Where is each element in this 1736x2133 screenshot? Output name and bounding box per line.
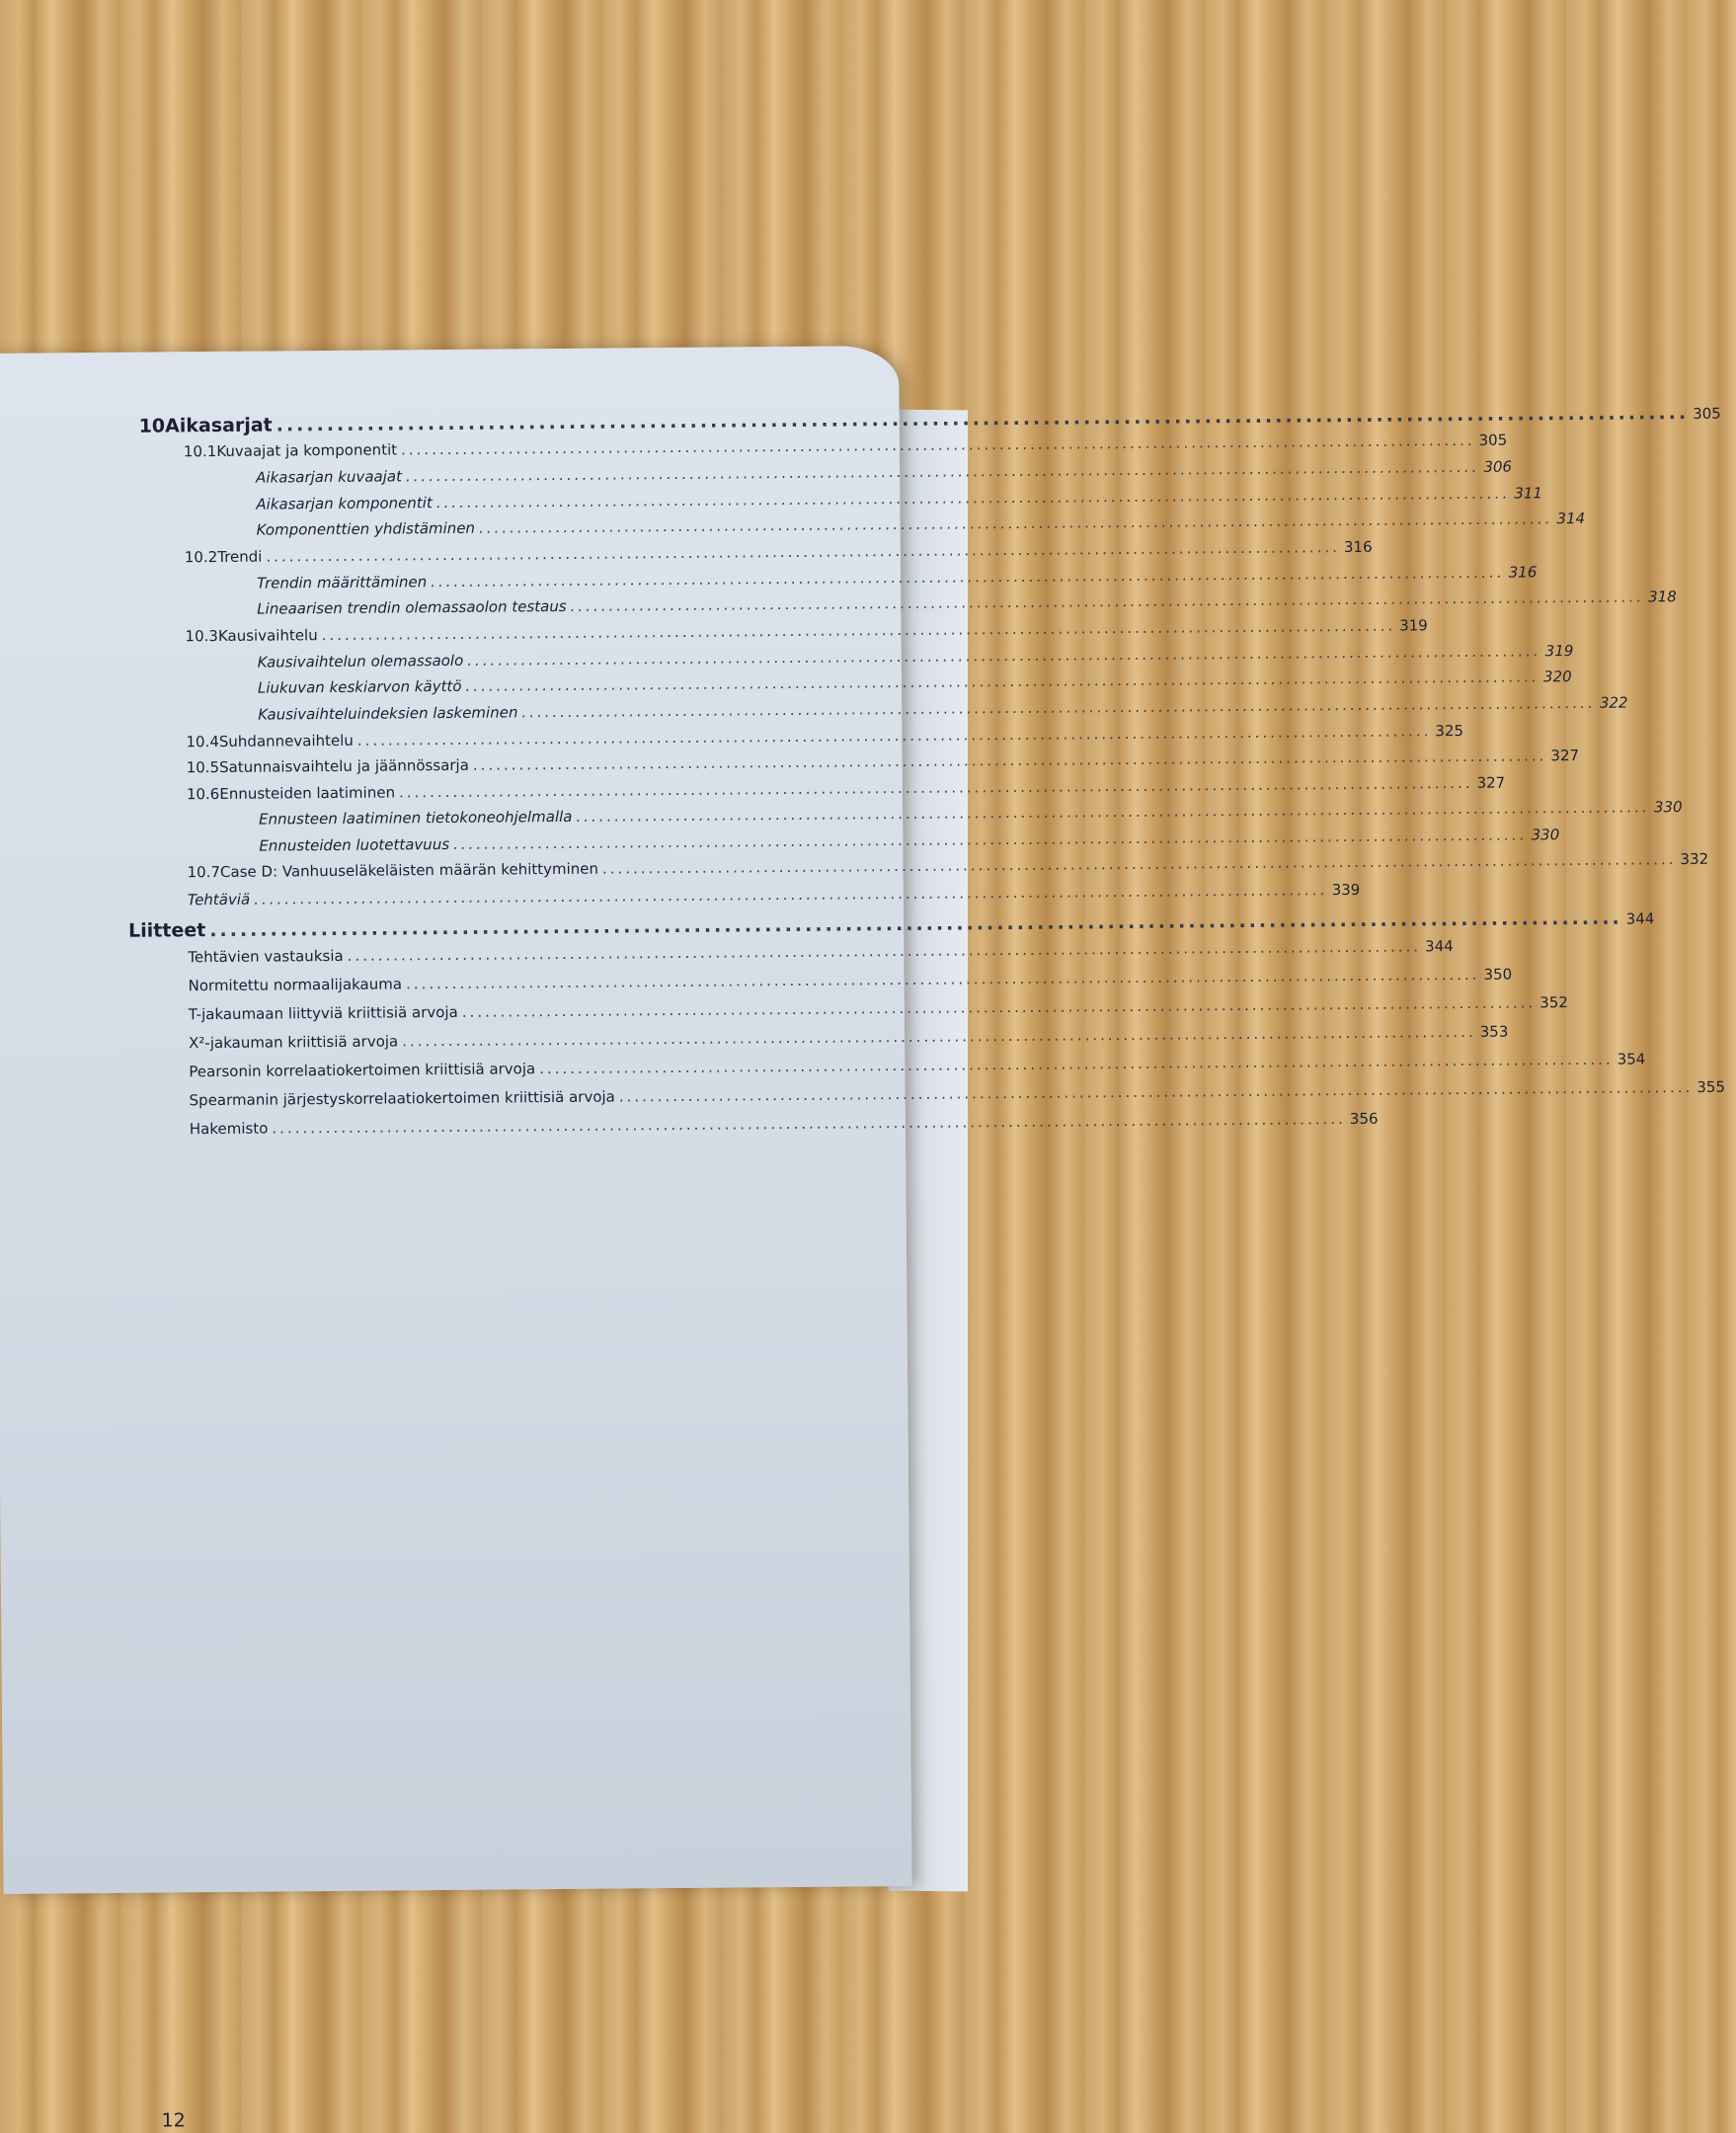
toc-entry-page: 322: [1599, 693, 1628, 712]
toc-entry-title: Liitteet: [128, 919, 206, 942]
toc-entry-page: 325: [1435, 721, 1464, 741]
toc-entry: [184, 537, 1373, 567]
toc-entry-title: Kausivaihtelu: [217, 626, 318, 645]
toc-entry-page: 344: [1425, 937, 1454, 956]
toc-entry-number: 10.2: [184, 547, 218, 567]
toc-entry: [257, 588, 1677, 618]
dot-leader: ............................................................................................................................................: [405, 965, 1480, 993]
toc-entry-title: Komponenttien yhdistäminen: [256, 518, 476, 539]
toc-entry-page: 305: [1693, 404, 1721, 423]
toc-entry-title: Normitettu normaalijakauma: [188, 975, 403, 995]
dot-leader: ............................................................................................................................................: [472, 747, 1547, 774]
toc-entry-title: T-jakaumaan liittyviä kriittisiä arvoja: [188, 1002, 458, 1024]
dot-leader: ............................................................................................................................................: [461, 993, 1537, 1021]
toc-entry: [186, 721, 1464, 751]
toc-entry-number: 10: [138, 415, 166, 437]
toc-entry-page: 314: [1556, 509, 1586, 528]
dot-leader: ............................................................................................................................................: [254, 881, 1328, 908]
toc-entry-page: 330: [1531, 826, 1560, 844]
toc-entry-title: Aikasarjan komponentit: [256, 494, 433, 514]
toc-entry: [188, 937, 1454, 967]
toc-entry-title: X²-jakauman kriittisiä arvoja: [189, 1032, 399, 1053]
toc-entry-title: Tehtävien vastauksia: [188, 946, 344, 967]
toc-entry-page: 339: [1331, 880, 1361, 900]
toc-entry: [256, 563, 1538, 592]
dot-leader: ............................................................................................................................................: [539, 1050, 1614, 1078]
toc-entry-page: 356: [1349, 1109, 1379, 1129]
toc-entry-page: 320: [1542, 668, 1572, 686]
toc-entry-page: 354: [1617, 1050, 1646, 1068]
toc-entry-title: Aikasarjat: [165, 414, 273, 437]
toc-entry: [256, 484, 1543, 514]
toc-entry-page: 319: [1399, 616, 1428, 635]
dot-leader: ............................................................................................................................................: [401, 431, 1475, 459]
toc-entry-title: Kausivaihtelun olemassaolo: [257, 651, 464, 672]
toc-entry: [187, 849, 1709, 882]
toc-entry-page: 353: [1479, 1022, 1509, 1041]
toc-entry: [258, 693, 1628, 724]
toc-entry-title: Kausivaihteluindeksien laskeminen: [258, 703, 518, 724]
toc-entry: [188, 993, 1568, 1024]
dot-leader: ............................................................................................................................................: [266, 538, 1341, 566]
toc-entry-title: Suhdannevaihtelu: [218, 731, 354, 750]
toc-entry-title: Case D: Vanhuuseläkeläisten määrän kehittyminen: [219, 859, 599, 881]
dot-leader: ............................................................................................................................................: [209, 907, 1622, 942]
dot-leader: ............................................................................................................................................: [435, 484, 1511, 513]
toc-entry: [259, 826, 1560, 855]
toc-entry: [183, 431, 1508, 461]
toc-entry-page: 318: [1648, 588, 1677, 606]
toc-entry-title: Tehtäviä: [187, 890, 251, 909]
toc-entry-title: Ennusteen laatiminen tietokoneohjelmalla: [259, 807, 573, 829]
toc-entry-number: 10.5: [186, 757, 220, 777]
toc-entry-number: 10.3: [185, 626, 218, 646]
toc-entry-number: 10.7: [187, 862, 221, 882]
toc-entry: [128, 907, 1655, 942]
toc-entry-title: Hakemisto: [189, 1119, 269, 1139]
toc-entry-page: 355: [1697, 1077, 1726, 1096]
toc-entry-page: 327: [1550, 746, 1580, 765]
toc-entry-number: 10.4: [186, 732, 219, 751]
toc-entry-page: 316: [1343, 537, 1373, 557]
toc-entry: [185, 616, 1428, 646]
toc-entry: [187, 880, 1361, 909]
table-of-contents: [0, 346, 1726, 1139]
toc-entry-title: Lineaarisen trendin olemassaolon testaus: [257, 596, 567, 618]
toc-entry: [186, 746, 1580, 777]
toc-entry-page: 330: [1653, 798, 1683, 817]
toc-entry-title: Aikasarjan kuvaajat: [256, 467, 402, 487]
dot-leader: ............................................................................................................................................: [402, 1022, 1476, 1051]
toc-entry-page: 344: [1625, 909, 1655, 928]
toc-entry-page: 352: [1539, 993, 1568, 1012]
toc-entry-title: Satunnaisvaihtelu ja jäännössarja: [218, 755, 469, 776]
toc-entry: [189, 1077, 1726, 1110]
page-number: 12: [161, 2109, 186, 2132]
dot-leader: ............................................................................................................................................: [576, 798, 1651, 826]
toc-entry-page: 350: [1483, 965, 1513, 984]
dot-leader: ............................................................................................................................................: [467, 642, 1541, 670]
toc-entry: [189, 1022, 1509, 1053]
toc-entry: [189, 1109, 1379, 1139]
toc-entry-number: 10.1: [183, 442, 217, 461]
dot-leader: ............................................................................................................................................: [405, 457, 1480, 486]
dot-leader: ............................................................................................................................................: [431, 563, 1505, 592]
toc-entry: [186, 773, 1506, 804]
toc-entry: [257, 668, 1572, 697]
toc-entry-title: Trendin määrittäminen: [256, 573, 428, 592]
toc-entry-title: Ennusteiden luotettavuus: [259, 834, 450, 855]
toc-entry-title: Ennusteiden laatiminen: [219, 783, 396, 803]
dot-leader: ............................................................................................................................................: [618, 1077, 1694, 1106]
dot-leader: ............................................................................................................................................: [478, 510, 1553, 537]
toc-entry: [189, 1050, 1646, 1081]
toc-entry-page: 311: [1514, 484, 1543, 503]
toc-entry-title: Kuvaajat ja komponentit: [216, 440, 398, 461]
toc-entry: [138, 401, 1721, 437]
toc-entry-page: 306: [1483, 457, 1513, 476]
dot-leader: ............................................................................................................................................: [276, 401, 1690, 436]
dot-leader: ............................................................................................................................................: [347, 937, 1422, 965]
dot-leader: ............................................................................................................................................: [570, 588, 1645, 615]
toc-entry-page: 305: [1478, 431, 1508, 449]
toc-entry: [188, 965, 1513, 995]
toc-entry-page: 319: [1544, 642, 1574, 661]
toc-entry: [259, 798, 1683, 829]
toc-entry-title: Liukuvan keskiarvon käyttö: [257, 676, 462, 697]
toc-entry: [256, 509, 1586, 539]
dot-leader: ............................................................................................................................................: [453, 826, 1528, 853]
book-page: [0, 346, 1726, 2132]
toc-entry-title: Pearsonin korrelaatiokertoimen kriittisiä arvoja: [189, 1060, 536, 1081]
dot-leader: ............................................................................................................................................: [272, 1110, 1346, 1138]
dot-leader: ............................................................................................................................................: [356, 722, 1432, 750]
dot-leader: ............................................................................................................................................: [321, 616, 1396, 645]
toc-entry-page: 327: [1476, 773, 1506, 792]
dot-leader: ............................................................................................................................................: [601, 850, 1677, 878]
toc-entry-number: 10.6: [186, 784, 220, 804]
toc-entry: [257, 642, 1574, 672]
dot-leader: ............................................................................................................................................: [521, 693, 1596, 722]
dot-leader: ............................................................................................................................................: [398, 773, 1473, 802]
toc-entry-title: Trendi: [217, 547, 263, 566]
toc-entry-page: 316: [1508, 563, 1538, 582]
toc-entry: [256, 457, 1513, 487]
dot-leader: ............................................................................................................................................: [465, 668, 1540, 695]
toc-entry-title: Spearmanin järjestyskorrelaatiokertoimen kriittisiä arvoja: [189, 1087, 615, 1110]
toc-entry-page: 332: [1680, 849, 1709, 869]
